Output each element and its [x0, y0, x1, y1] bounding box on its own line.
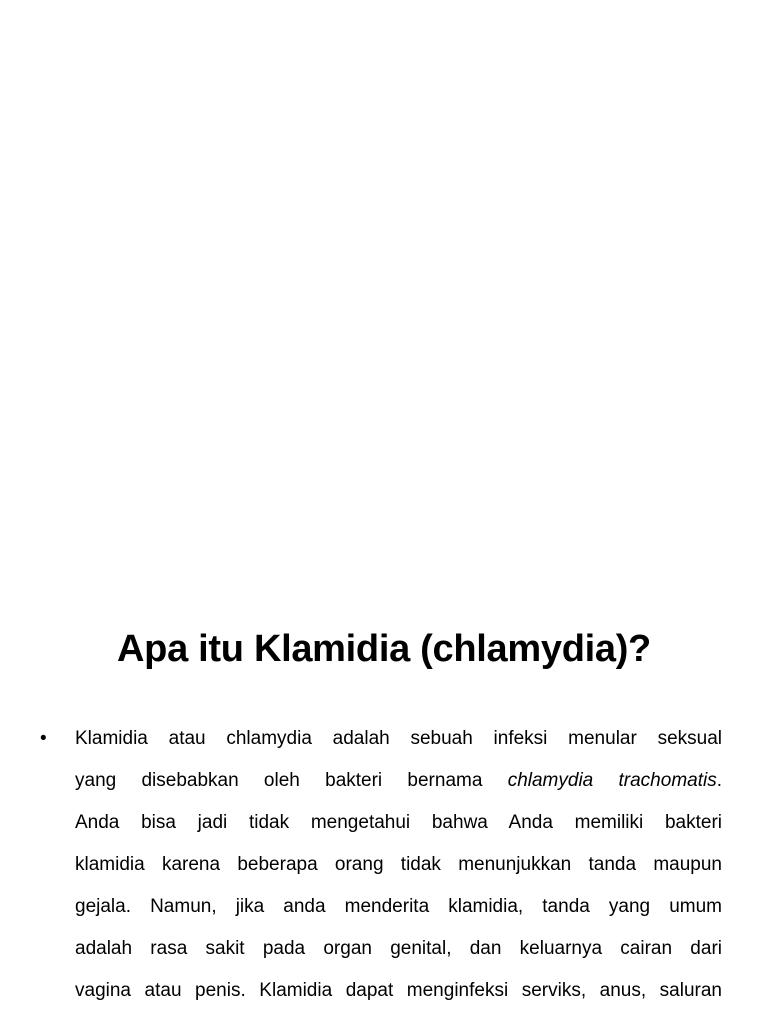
bullet-list: [40, 718, 722, 1012]
paragraph-line-1: Klamidia atau chlamydia adalah sebuah infeksi menular seksual: [75, 728, 722, 749]
species-name: chlamydia trachomatis: [507, 770, 717, 791]
paragraph-line-7: vagina atau penis. Klamidia dapat menginfeksi serviks, anus, saluran: [75, 980, 722, 1001]
paragraph-line-5: gejala. Namun, jika anda menderita klamidia, tanda yang umum: [75, 896, 722, 917]
paragraph-line-4: klamidia karena beberapa orang tidak menunjukkan tanda maupun: [75, 854, 722, 875]
paragraph-line-2-text: yang disebabkan oleh bakteri bernama: [75, 770, 483, 791]
paragraph-line-2: [75, 760, 722, 802]
paragraph-line-2-end: .: [716, 770, 722, 791]
paragraph-line-6: adalah rasa sakit pada organ genital, dan keluarnya cairan dari: [75, 938, 722, 959]
slide-title: Apa itu Klamidia (chlamydia)?: [117, 628, 651, 670]
bullet-item: [40, 718, 722, 1012]
paragraph-line-3: Anda bisa jadi tidak mengetahui bahwa Anda memiliki bakteri: [75, 812, 722, 833]
bullet-dot-icon: •: [40, 728, 47, 749]
